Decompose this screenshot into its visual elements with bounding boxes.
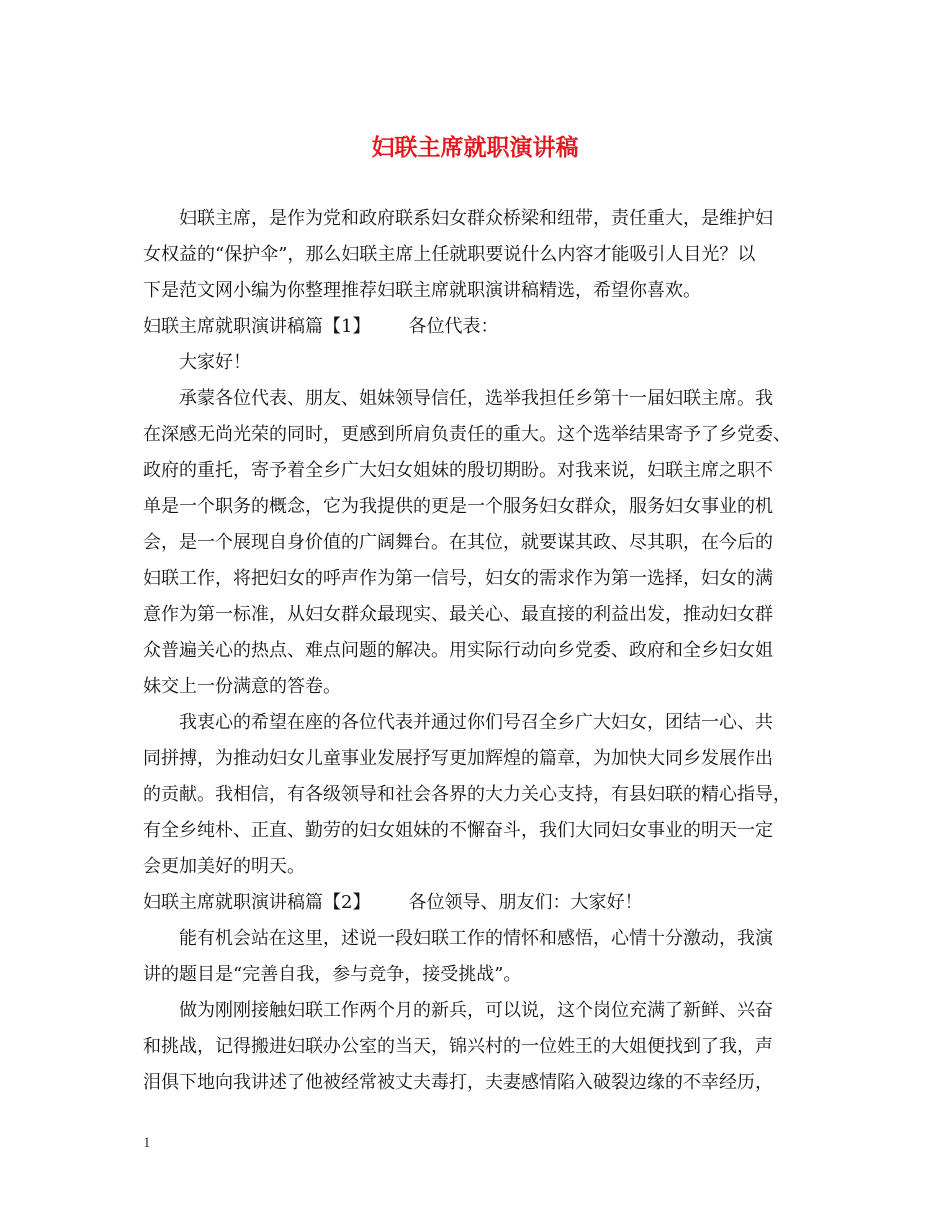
- body-line: 我衷心的希望在座的各位代表并通过你们号召全乡广大妇女，团结一心、共: [179, 712, 773, 733]
- body-line: 讲的题目是“完善自我，参与竞争，接受挑战”。: [143, 964, 522, 985]
- body-line: 有全乡纯朴、正直、勤劳的妇女姐妹的不懈奋斗，我们大同妇女事业的明天一定: [143, 820, 773, 841]
- body-line: 会更加美好的明天。: [143, 856, 305, 877]
- section-2-heading-line: [143, 891, 642, 915]
- body-line: 和挑战，记得搬进妇联办公室的当天，锦兴村的一位姓王的大姐便找到了我，声: [143, 1036, 773, 1057]
- section-1-salutation: 各位代表：: [408, 316, 499, 337]
- section-2-salutation: 各位领导、朋友们：大家好！: [408, 892, 643, 913]
- intro-line: 下是范文网小编为你整理推荐妇联主席就职演讲稿精选，希望你喜欢。: [143, 280, 701, 301]
- section-1-heading: 妇联主席就职演讲稿篇【1】: [143, 316, 371, 337]
- body-line: 能有机会站在这里，述说一段妇联工作的情怀和感悟，心情十分激动，我演: [179, 928, 773, 949]
- body-line: 同拼搏，为推动妇女儿童事业发展抒写更加辉煌的篇章，为加快大同乡发展作出: [143, 748, 773, 769]
- body-line: 妇联工作，将把妇女的呼声作为第一信号，妇女的需求作为第一选择，妇女的满: [143, 568, 773, 589]
- body-line: 妹交上一份满意的答卷。: [143, 676, 341, 697]
- document-title: 妇联主席就职演讲稿: [371, 134, 579, 161]
- body-line: 政府的重托，寄予着全乡广大妇女姐妹的殷切期盼。对我来说，妇联主席之职不: [143, 460, 773, 481]
- intro-line: 妇联主席，是作为党和政府联系妇女群众桥梁和纽带，责任重大，是维护妇: [179, 208, 773, 229]
- body-line: 会，是一个展现自身价值的广阔舞台。在其位，就要谋其政、尽其职，在今后的: [143, 532, 773, 553]
- body-line: 承蒙各位代表、朋友、姐妹领导信任，选举我担任乡第十一届妇联主席。我: [179, 388, 773, 409]
- body-line: 意作为第一标准，从妇女群众最现实、最关心、最直接的利益出发，推动妇女群: [143, 604, 773, 625]
- body-line: 单是一个职务的概念，它为我提供的更是一个服务妇女群众，服务妇女事业的机: [143, 496, 773, 517]
- section-1-greeting: 大家好！: [179, 352, 251, 373]
- intro-line: 女权益的“保护伞”，那么妇联主席上任就职要说什么内容才能吸引人目光？以: [143, 244, 756, 265]
- section-1-heading-line: [143, 315, 498, 339]
- body-line: 做为刚刚接触妇联工作两个月的新兵，可以说，这个岗位充满了新鲜、兴奋: [179, 1000, 773, 1021]
- body-line: 在深感无尚光荣的同时，更感到所肩负责任的重大。这个选举结果寄予了乡党委、: [143, 424, 791, 445]
- body-line: 泪俱下地向我讲述了他被经常被丈夫毒打，夫妻感情陷入破裂边缘的不幸经历，: [143, 1072, 773, 1093]
- body-line: 的贡献。我相信，有各级领导和社会各界的大力关心支持，有县妇联的精心指导，: [143, 784, 791, 805]
- section-2-heading: 妇联主席就职演讲稿篇【2】: [143, 892, 371, 913]
- body-line: 众普遍关心的热点、难点问题的解决。用实际行动向乡党委、政府和全乡妇女姐: [143, 640, 773, 661]
- page-number: 1: [143, 1135, 151, 1151]
